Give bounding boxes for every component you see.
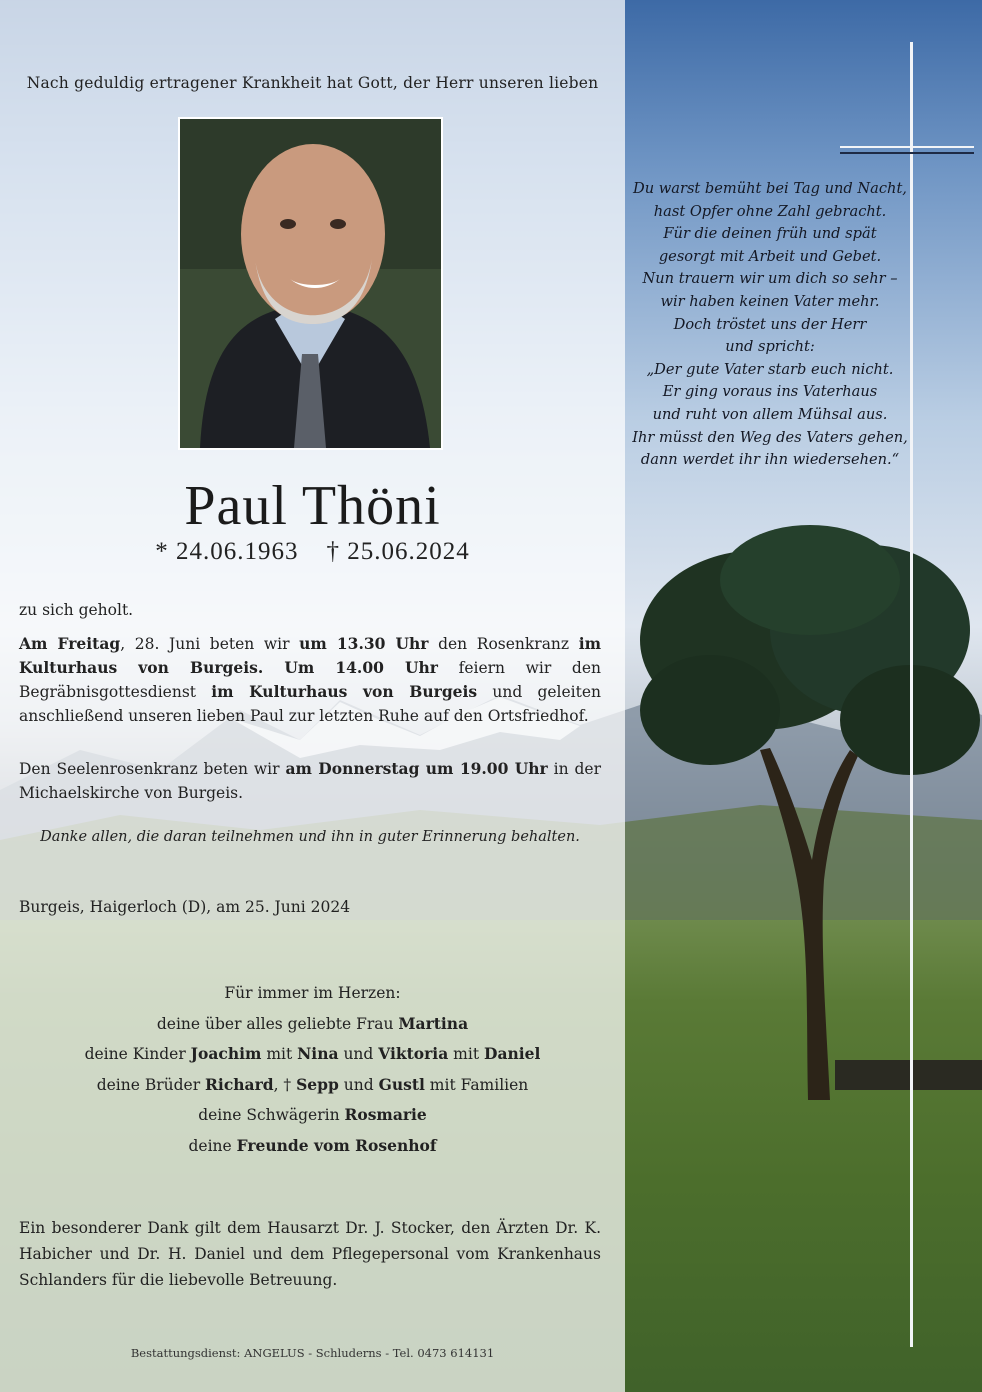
deceased-name: Paul Thöni	[184, 475, 441, 537]
mourners-heading: Für immer im Herzen:	[224, 984, 401, 1002]
funeral-text-4: und geleiten anschließend unseren lieben Paul zur letzten Ruhe auf den Ortsfriedhof.	[19, 683, 602, 725]
intro-text: Nach geduldig ertragener Krankheit hat Gott, der Herr unseren lieben	[26, 74, 599, 92]
mourner-line-brothers: deine Brüder Richard, † Sepp und Gustl mit Familien	[96, 1074, 529, 1094]
poem-line: Nun trauern wir um dich so sehr –	[642, 270, 898, 288]
poem-line: Er ging voraus ins Vaterhaus	[662, 383, 878, 401]
mourner-line-sister-in-law: deine Schwägerin Rosmarie	[198, 1105, 427, 1124]
special-thanks-paragraph: Ein besonderer Dank gilt dem Hausarzt Dr. J. Stocker, den Ärzten Dr. K. Habicher und Dr. H. Daniel und dem Pflegepersonal vom Krankenhaus Schlanders für die liebevolle Betreuung.	[19, 1219, 601, 1289]
poem-line: Doch tröstet uns der Herr	[673, 315, 867, 333]
poem-line: Du warst bemüht bei Tag und Nacht,	[633, 180, 907, 197]
rosary-date-time: am Donnerstag um 19.00 Uhr	[285, 759, 548, 778]
mourner-line-wife: deine über alles geliebte Frau Martina	[156, 1013, 469, 1033]
geholt-text: zu sich geholt.	[19, 601, 134, 619]
rosary-time: um 13.30 Uhr	[299, 634, 429, 653]
funeral-text-3: feiern wir den Begräbnisgottesdienst	[19, 659, 601, 701]
poem-line: dann werdet ihr ihn wiedersehen.“	[640, 451, 900, 469]
cross-bar-icon	[840, 146, 974, 148]
cross-bar-shadow-icon	[840, 152, 974, 154]
poem-line: „Der gute Vater starb euch nicht.	[646, 360, 894, 378]
tree-image	[620, 520, 982, 1140]
poem-line: und ruht von allem Mühsal aus.	[652, 405, 888, 423]
life-dates	[0, 538, 625, 566]
funeral-text-2: den Rosenkranz	[428, 635, 579, 653]
poem-line: gesorgt mit Arbeit und Gebet.	[658, 247, 882, 265]
undertaker-info: Bestattungsdienst: ANGELUS - Schluderns - Tel. 0473 614131	[130, 1346, 495, 1360]
death-date: † 25.06.2024	[326, 538, 470, 565]
place-date: Burgeis, Haigerloch (D), am 25. Juni 2024	[19, 898, 351, 916]
poem-line: Für die deinen früh und spät	[663, 225, 877, 243]
rosary-paragraph	[19, 757, 601, 805]
rosary-text-2: in der Michaelskirche von Burgeis.	[19, 760, 601, 802]
funeral-paragraph	[19, 632, 601, 728]
portrait-photo	[180, 119, 441, 448]
poem-line: und spricht:	[725, 338, 815, 356]
thanks-all-text: Danke allen, die daran teilnehmen und ihn in guter Erinnerung behalten.	[40, 829, 580, 845]
poem-line: hast Opfer ohne Zahl gebracht.	[653, 202, 887, 220]
mourners-list	[0, 978, 625, 1161]
poem	[625, 178, 915, 472]
mourner-line-friends: deine Freunde vom Rosenhof	[188, 1135, 437, 1155]
poem-line: wir haben keinen Vater mehr.	[660, 292, 880, 310]
birth-date: * 24.06.1963	[155, 538, 299, 565]
funeral-day: Am Freitag	[19, 634, 121, 653]
poem-line: Ihr müsst den Weg des Vaters gehen,	[632, 428, 908, 446]
funeral-text-1: , 28. Juni beten wir	[120, 635, 300, 653]
funeral-location: im Kulturhaus von Burgeis	[211, 682, 478, 701]
mourner-line-children: deine Kinder Joachim mit Nina und Viktoria mit Daniel	[84, 1044, 541, 1063]
funeral-location-time: im Kulturhaus von Burgeis. Um 14.00 Uhr	[19, 634, 601, 677]
rosary-text-1: Den Seelenrosenkranz beten wir	[19, 760, 286, 778]
